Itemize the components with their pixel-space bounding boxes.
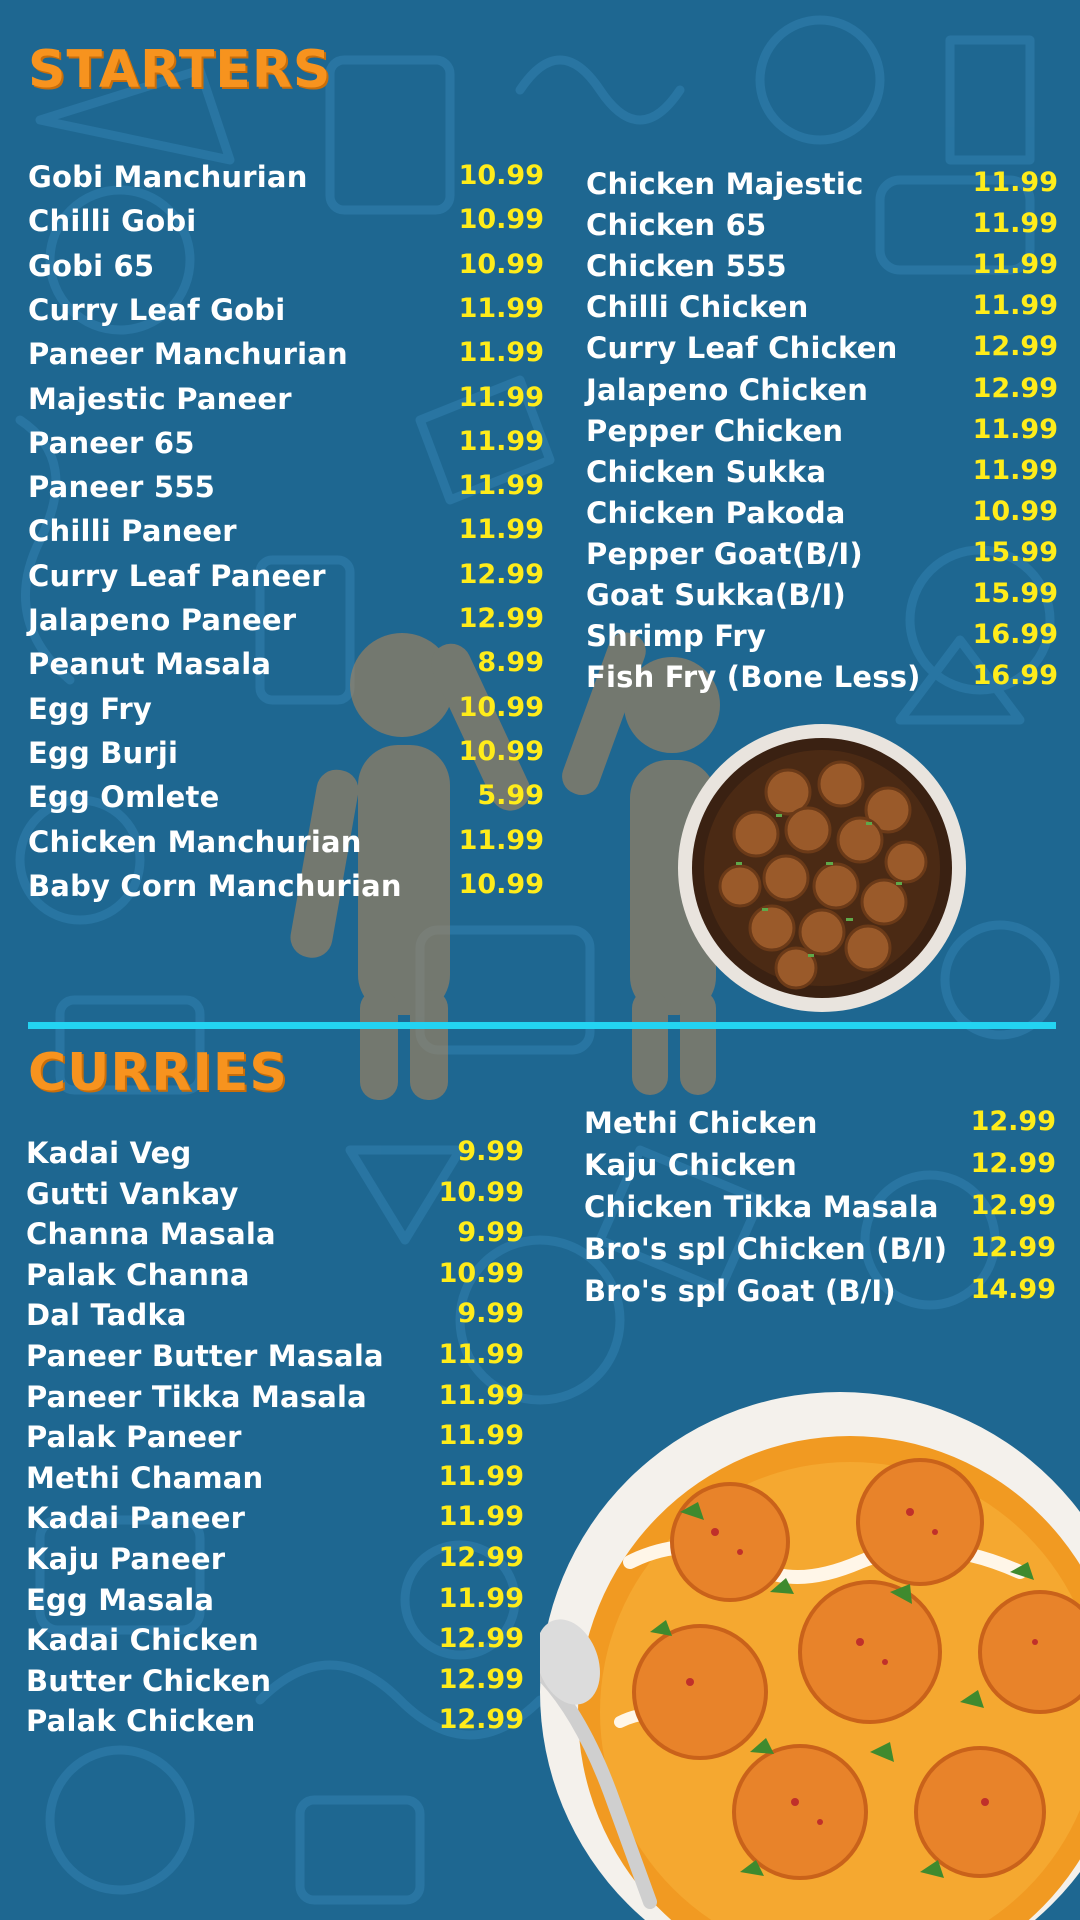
menu-item-name: Paneer Butter Masala	[26, 1339, 384, 1373]
menu-item	[28, 382, 544, 422]
menu-item-price: 9.99	[457, 1136, 524, 1167]
menu-item-price: 10.99	[458, 204, 544, 236]
menu-item	[26, 1258, 524, 1298]
menu-item	[28, 647, 544, 687]
menu-item-name: Paneer 555	[28, 470, 215, 505]
menu-item-name: Kadai Chicken	[26, 1623, 259, 1658]
menu-item	[28, 869, 544, 909]
menu-item	[586, 373, 1058, 413]
menu-item-name: Kadai Paneer	[26, 1501, 246, 1536]
starters-title: STARTERS	[28, 40, 332, 100]
menu-item-price: 11.99	[438, 1379, 524, 1411]
menu-item-price: 10.99	[438, 1176, 524, 1208]
menu-item-price: 11.99	[438, 1582, 524, 1614]
manchurian-bowl-image	[676, 722, 968, 1014]
menu-item	[26, 1461, 524, 1501]
menu-item-name: Chicken Sukka	[586, 454, 827, 489]
menu-item	[26, 1380, 524, 1420]
menu-item	[26, 1339, 524, 1379]
menu-item-name: Bro's spl Goat (B/I)	[584, 1274, 896, 1308]
menu-item-price: 12.99	[970, 1232, 1056, 1263]
menu-item-name: Dal Tadka	[26, 1298, 187, 1333]
menu-item	[28, 736, 544, 776]
menu-item-name: Fish Fry (Bone Less)	[586, 660, 921, 695]
menu-item	[26, 1542, 524, 1582]
menu-item	[26, 1664, 524, 1704]
menu-item	[28, 249, 544, 289]
menu-item-name: Chilli Paneer	[28, 514, 237, 549]
menu-item-price: 11.99	[438, 1460, 524, 1492]
menu-item-name: Curry Leaf Gobi	[28, 292, 286, 327]
menu-item-price: 11.99	[458, 824, 544, 856]
menu-item-price: 15.99	[972, 536, 1058, 568]
menu-item-name: Pepper Chicken	[586, 413, 844, 448]
menu-item	[26, 1420, 524, 1460]
menu-item-name: Shrimp Fry	[586, 619, 767, 654]
starters-right-column	[586, 167, 1058, 707]
menu-item	[26, 1177, 524, 1217]
menu-item-name: Chilli Gobi	[28, 204, 197, 239]
menu-item-name: Curry Leaf Chicken	[586, 331, 898, 366]
menu-item-price: 10.99	[458, 735, 544, 767]
menu-item	[28, 426, 544, 466]
menu-item-price: 14.99	[970, 1274, 1056, 1305]
menu-item-name: Butter Chicken	[26, 1663, 272, 1698]
menu-item	[586, 619, 1058, 659]
menu-item-price: 11.99	[972, 208, 1058, 240]
menu-item-name: Channa Masala	[26, 1217, 276, 1252]
menu-item	[28, 692, 544, 732]
menu-item	[28, 780, 544, 820]
menu-item-price: 12.99	[438, 1623, 524, 1655]
menu-item	[26, 1501, 524, 1541]
menu-item-name: Paneer Manchurian	[28, 337, 348, 372]
menu-item	[26, 1136, 524, 1176]
menu-item-price: 12.99	[970, 1106, 1056, 1137]
menu-item	[586, 167, 1058, 207]
menu-item	[584, 1106, 1056, 1146]
menu-item	[28, 337, 544, 377]
menu-item	[586, 496, 1058, 536]
menu-item-price: 16.99	[972, 660, 1058, 692]
menu-item-name: Methi Chaman	[26, 1460, 264, 1495]
menu-item-price: 11.99	[458, 381, 544, 413]
menu-item-name: Egg Omlete	[28, 780, 220, 815]
menu-item-price: 16.99	[972, 619, 1058, 651]
menu-item	[28, 160, 544, 200]
menu-item-name: Jalapeno Chicken	[586, 372, 869, 407]
menu-item-name: Palak Channa	[26, 1257, 250, 1292]
menu-item-name: Chicken 65	[586, 208, 767, 243]
menu-item-price: 10.99	[458, 868, 544, 900]
menu-item	[28, 559, 544, 599]
menu-item-name: Jalapeno Paneer	[28, 603, 297, 637]
menu-item	[586, 208, 1058, 248]
menu-item-price: 12.99	[438, 1542, 524, 1573]
menu-item	[584, 1190, 1056, 1230]
menu-item	[586, 249, 1058, 289]
menu-item-name: Egg Burji	[28, 735, 179, 770]
menu-item-name: Curry Leaf Paneer	[28, 558, 326, 593]
menu-item-name: Palak Paneer	[26, 1420, 242, 1455]
menu-item-name: Kadai Veg	[26, 1136, 192, 1170]
menu-item-price: 11.99	[972, 413, 1058, 445]
menu-item	[586, 537, 1058, 577]
menu-item-price: 9.99	[457, 1298, 524, 1330]
menu-item	[26, 1583, 524, 1623]
menu-item-price: 5.99	[477, 780, 544, 812]
menu-item-price: 10.99	[458, 160, 544, 191]
menu-item-price: 11.99	[438, 1339, 524, 1370]
menu-item-name: Chicken Tikka Masala	[584, 1190, 939, 1224]
menu-item-price: 9.99	[457, 1217, 524, 1249]
menu-item	[26, 1623, 524, 1663]
menu-item	[26, 1217, 524, 1257]
menu-item-price: 12.99	[458, 603, 544, 634]
menu-item-name: Bro's spl Chicken (B/I)	[584, 1232, 948, 1266]
menu-item-price: 12.99	[970, 1148, 1056, 1179]
menu-item-name: Kaju Chicken	[584, 1148, 798, 1182]
section-divider	[28, 1022, 1056, 1029]
menu-item-price: 12.99	[458, 558, 544, 590]
menu-item-name: Egg Masala	[26, 1582, 215, 1617]
menu-item-price: 11.99	[972, 249, 1058, 281]
menu-item-name: Peanut Masala	[28, 647, 272, 682]
menu-item-price: 12.99	[972, 331, 1058, 363]
menu-item	[586, 578, 1058, 618]
menu-item-name: Chicken Majestic	[586, 167, 864, 201]
menu-item	[28, 514, 544, 554]
menu-item-name: Chicken 555	[586, 249, 787, 284]
menu-item-name: Gutti Vankay	[26, 1176, 239, 1211]
menu-item-price: 10.99	[972, 495, 1058, 527]
menu-item	[28, 603, 544, 643]
menu-item-price: 11.99	[458, 425, 544, 457]
menu-item-price: 11.99	[972, 454, 1058, 486]
menu-item-price: 12.99	[438, 1663, 524, 1695]
menu-item-price: 12.99	[970, 1190, 1056, 1221]
menu-item-name: Paneer 65	[28, 425, 195, 460]
menu-item-price: 10.99	[458, 691, 544, 723]
menu-item-price: 11.99	[438, 1501, 524, 1533]
menu-item	[28, 293, 544, 333]
menu-item	[586, 455, 1058, 495]
menu-item-price: 11.99	[438, 1420, 524, 1452]
menu-item	[586, 290, 1058, 330]
menu-item-price: 8.99	[477, 647, 544, 679]
menu-item-name: Egg Fry	[28, 691, 152, 726]
menu-item-price: 10.99	[458, 248, 544, 280]
menu-item	[584, 1148, 1056, 1188]
menu-item-price: 11.99	[458, 292, 544, 324]
menu-item-price: 12.99	[972, 372, 1058, 404]
menu-item-name: Methi Chicken	[584, 1106, 818, 1140]
menu-item-name: Kaju Paneer	[26, 1542, 226, 1576]
curries-right-column	[584, 1106, 1056, 1326]
menu-item	[28, 470, 544, 510]
menu-item	[28, 204, 544, 244]
menu-item-name: Gobi 65	[28, 248, 155, 283]
menu-item-price: 11.99	[972, 167, 1058, 198]
menu-item-price: 15.99	[972, 578, 1058, 609]
curry-bowl-image	[540, 1392, 1080, 1920]
menu-item-name: Palak Chicken	[26, 1704, 256, 1739]
curries-title: CURRIES	[28, 1043, 288, 1103]
menu-item	[26, 1704, 524, 1744]
menu-item-price: 10.99	[438, 1257, 524, 1289]
menu-item-name: Paneer Tikka Masala	[26, 1379, 367, 1414]
menu-item-price: 11.99	[458, 337, 544, 369]
menu-item	[26, 1298, 524, 1338]
menu-item	[28, 825, 544, 865]
menu-item	[586, 414, 1058, 454]
menu-item	[586, 331, 1058, 371]
menu-item-name: Gobi Manchurian	[28, 160, 308, 194]
menu-item-name: Goat Sukka(B/I)	[586, 578, 846, 612]
menu-item-name: Chicken Manchurian	[28, 824, 362, 859]
menu-item-name: Baby Corn Manchurian	[28, 868, 402, 903]
menu-item-price: 11.99	[458, 514, 544, 546]
menu-item-name: Majestic Paneer	[28, 381, 292, 416]
starters-left-column	[28, 160, 544, 920]
menu-item-name: Pepper Goat(B/I)	[586, 536, 863, 571]
menu-item-price: 12.99	[438, 1704, 524, 1736]
menu-item-price: 11.99	[972, 290, 1058, 322]
menu-item-name: Chilli Chicken	[586, 290, 809, 325]
menu-item	[584, 1232, 1056, 1272]
menu-item	[584, 1274, 1056, 1314]
menu-item-price: 11.99	[458, 470, 544, 502]
menu-item	[586, 660, 1058, 700]
menu-item-name: Chicken Pakoda	[586, 495, 846, 530]
curries-left-column	[26, 1136, 524, 1756]
